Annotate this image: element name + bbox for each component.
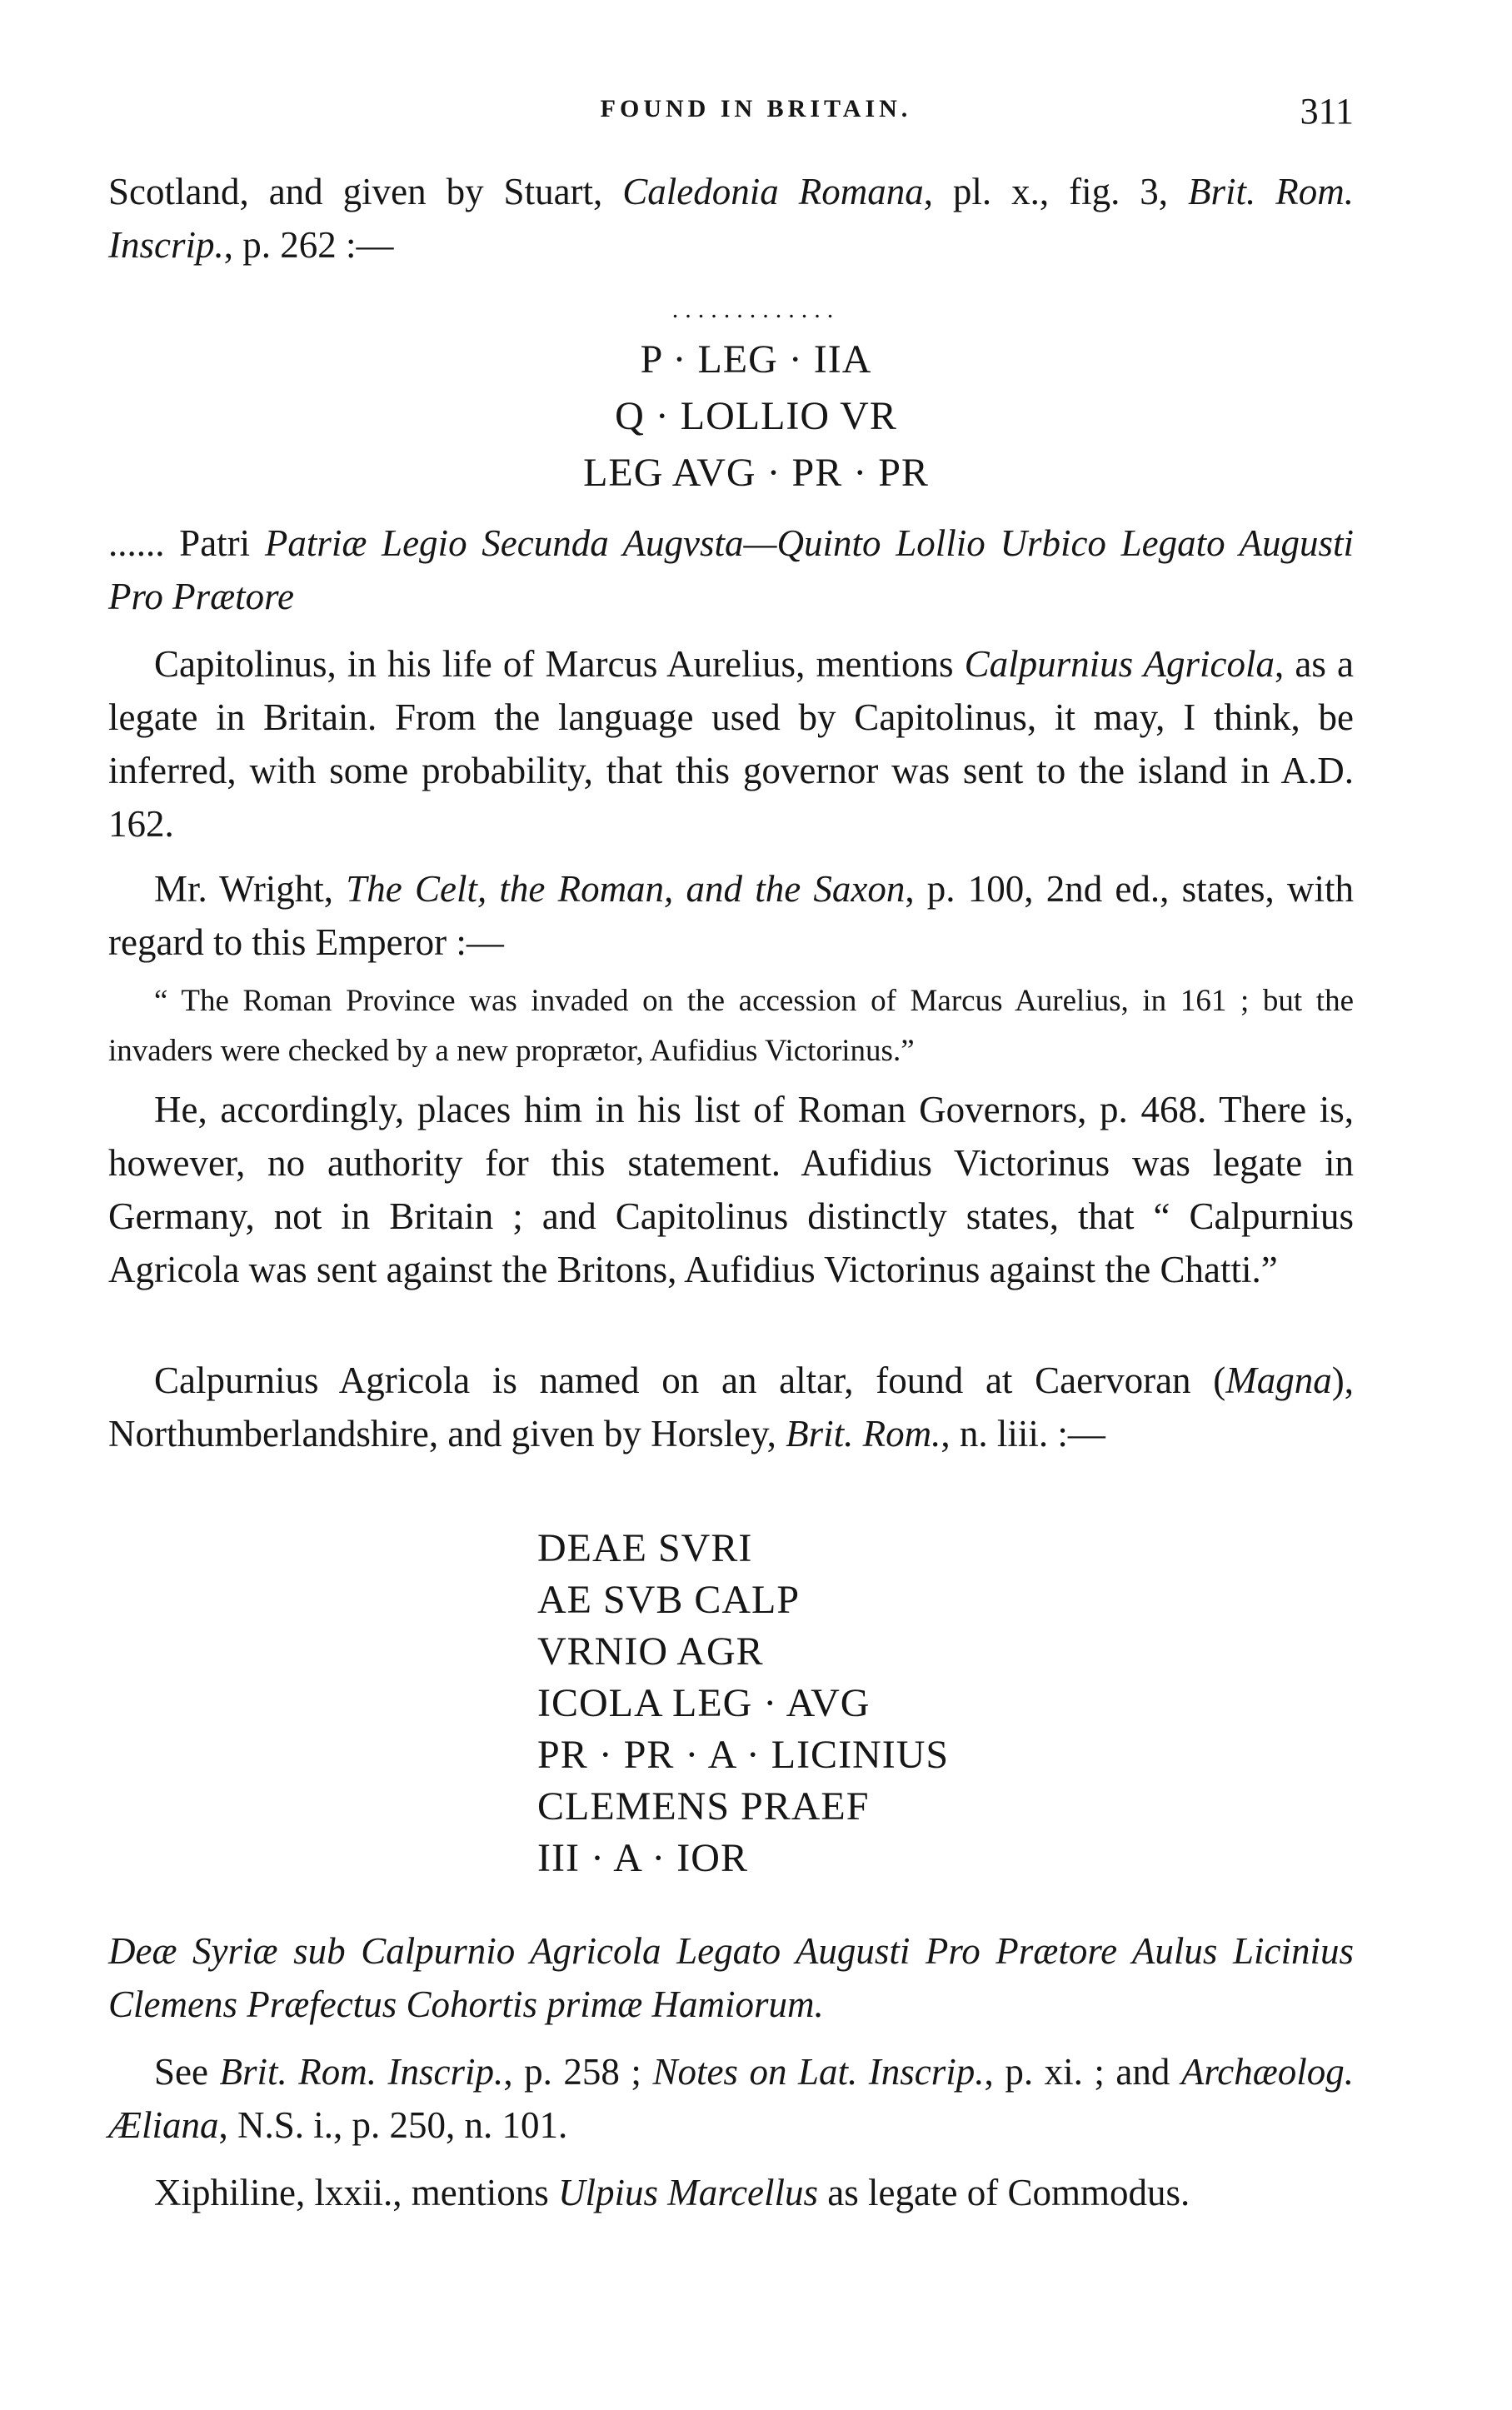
paragraph-stuart-citation bbox=[108, 165, 1354, 272]
text-run: ...... Patri bbox=[108, 522, 265, 564]
italic-name: Calpurnius Agricola bbox=[964, 643, 1275, 685]
text-run: , p. xi. ; and bbox=[984, 2051, 1181, 2093]
text-run: as legate of Commodus. bbox=[818, 2172, 1190, 2213]
running-title: FOUND IN BRITAIN. bbox=[600, 95, 912, 122]
text-run: , as a legate in Britain. From the language used by Capitolinus, it may, I think, be inferred, with some probability, that this governor was sent to the island in A.D. 162. bbox=[108, 643, 1354, 845]
text-run: , p. 262 :— bbox=[223, 224, 394, 266]
running-head bbox=[0, 90, 1512, 140]
altar-inscription-line: DEAE SVRI bbox=[537, 1526, 753, 1570]
text-run: , p. 258 ; bbox=[503, 2051, 653, 2093]
text-run: Calpurnius Agricola is named on an altar, found at Caervoran ( bbox=[154, 1360, 1226, 1401]
italic-title: Archæolog. Æliana bbox=[108, 2051, 1354, 2146]
italic-title: Brit. Rom. Inscrip. bbox=[219, 2051, 504, 2093]
italic-title: The Celt, the Roman, and the Saxon bbox=[346, 868, 906, 910]
block-quote: “ The Roman Province was invaded on the accession of Marcus Aurelius, in 161 ; but the invaders were checked by a new proprætor, Aufidius Victorinus.” bbox=[108, 984, 1354, 1068]
inscription-line: LEG AVG · PR · PR bbox=[583, 451, 929, 495]
text-run: See bbox=[154, 2051, 220, 2093]
italic-title: Brit. Rom. Inscrip. bbox=[108, 171, 1354, 266]
text-run: Scotland, and given by Stuart, bbox=[108, 171, 623, 212]
paragraph-wright bbox=[108, 862, 1354, 969]
italic-title: Brit. Rom. bbox=[786, 1413, 941, 1454]
italic-name: Ulpius Marcellus bbox=[557, 2172, 819, 2213]
altar-inscription-line: CLEMENS PRAEF bbox=[537, 1784, 870, 1829]
text-run: , pl. x., fig. 3, bbox=[923, 171, 1189, 212]
text-run: Mr. Wright, bbox=[154, 868, 347, 910]
paragraph-governors: He, accordingly, places him in his list of Roman Governors, p. 468. There is, however, no authority for this statement. Aufidius Victorinus was legate in Germany, not in Britain ; and Capitolinus distinctly states, that “ Calpurnius Agricola was sent against the Britons, Aufidius Victorinus against the Chatti.” bbox=[108, 1089, 1354, 1290]
italic-title: Notes on Lat. Inscrip. bbox=[652, 2051, 985, 2093]
inscription-expansion bbox=[108, 516, 1354, 623]
italic-expansion: Deæ Syriæ sub Calpurnio Agricola Legato Augusti Pro Prætore Aulus Licinius Clemens Præfectus Cohortis primæ Hamiorum. bbox=[108, 1930, 1354, 2025]
page-number: 311 bbox=[1300, 91, 1354, 132]
altar-inscription-line: III · A · IOR bbox=[537, 1836, 748, 1880]
altar-inscription-line: PR · PR · A · LICINIUS bbox=[537, 1733, 950, 1777]
italic-expansion: Patriæ Legio Secunda Augvsta—Quinto Lollio Urbico Legato Augusti Pro Prætore bbox=[108, 522, 1354, 617]
inscription-line: P · LEG · IIA bbox=[640, 337, 872, 382]
text-run: , N.S. i., p. 250, n. 101. bbox=[218, 2104, 568, 2146]
text-run: , p. 100, 2nd ed., states, with regard to this Emperor :— bbox=[108, 868, 1354, 963]
text-run: Xiphiline, lxxii., mentions bbox=[154, 2172, 558, 2213]
inscription-fragment-dots: ............. bbox=[671, 296, 841, 323]
text-run: ), Northumberlandshire, and given by Horsley, bbox=[108, 1360, 1354, 1454]
altar-inscription-line: ICOLA LEG · AVG bbox=[537, 1681, 871, 1725]
paragraph-capitolinus bbox=[108, 637, 1354, 851]
paragraph-calpurnius-altar bbox=[108, 1354, 1354, 1460]
inscription-line: Q · LOLLIO VR bbox=[615, 394, 897, 438]
text-run: , n. liii. :— bbox=[941, 1413, 1105, 1454]
paragraph-xiphiline bbox=[108, 2166, 1354, 2219]
altar-inscription-line: VRNIO AGR bbox=[537, 1629, 764, 1674]
italic-title: Caledonia Romana bbox=[622, 171, 924, 212]
altar-inscription-line: AE SVB CALP bbox=[537, 1578, 801, 1622]
text-run: Capitolinus, in his life of Marcus Aurelius, mentions bbox=[154, 643, 965, 685]
altar-inscription-expansion bbox=[108, 1924, 1354, 2031]
paragraph-references bbox=[108, 2045, 1354, 2152]
italic-place: Magna bbox=[1225, 1360, 1332, 1401]
